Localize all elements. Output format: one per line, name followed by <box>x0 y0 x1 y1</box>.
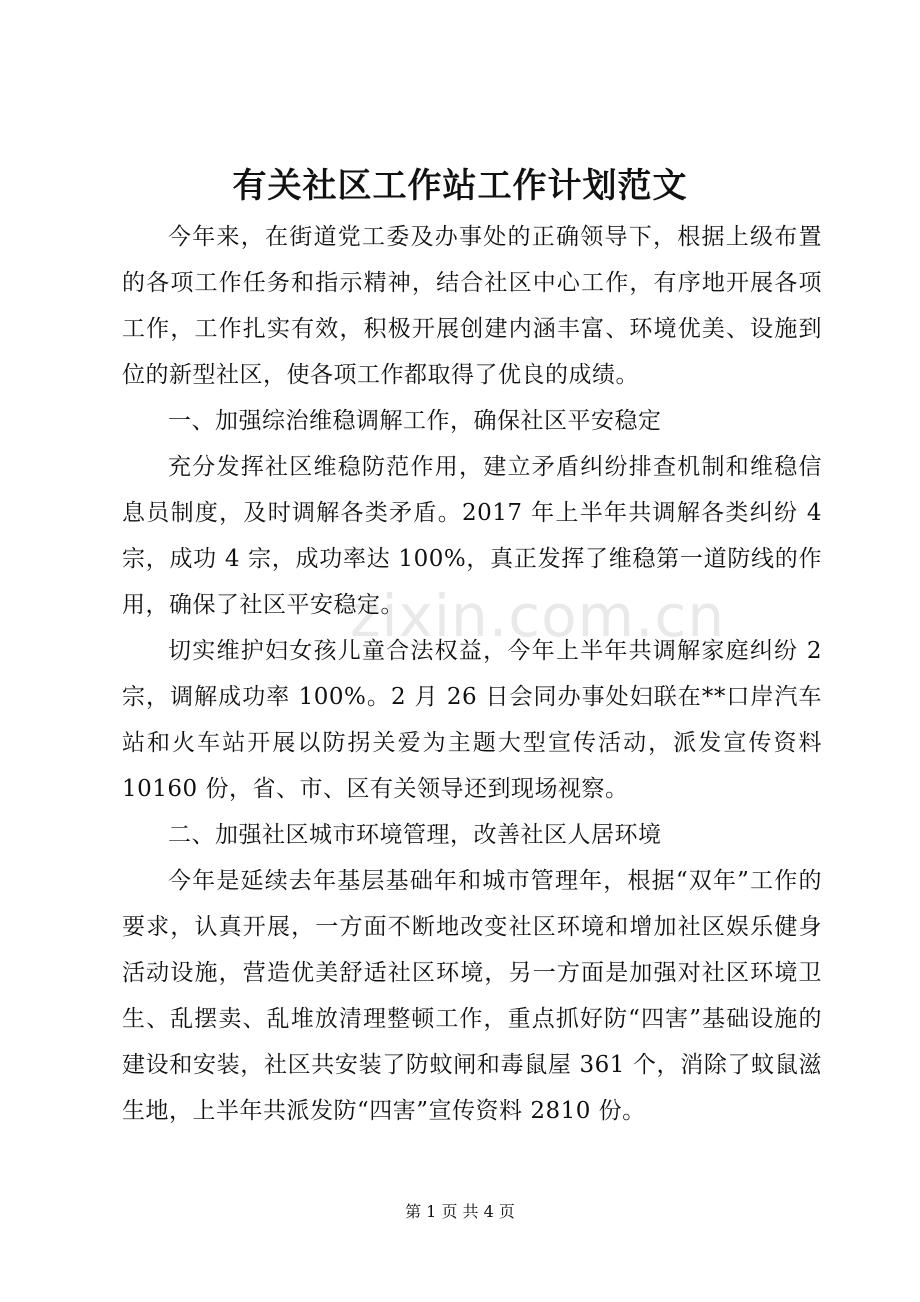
document-body <box>122 214 822 1134</box>
paragraph-environment: 今年是延续去年基层基础年和城市管理年，根据“双年”工作的要求，认真开展，一方面不断地改变社区环境和增加社区娱乐健身活动设施，营造优美舒适社区环境，另一方面是加强对社区环境卫生、乱摆卖、乱堆放清理整顿工作，重点抓好防“四害”基础设施的建设和安装，社区共安装了防蚊闸和毒鼠屋 361 个，消除了蚊鼠滋生地，上半年共派发防“四害”宣传资料 2810 份。 <box>122 868 822 1124</box>
section-heading-2: 二、加强社区城市环境管理，改善社区人居环境 <box>168 822 662 848</box>
watermark: zixin.com.cn <box>350 582 726 650</box>
paragraph-mediation: 充分发挥社区维稳防范作用，建立矛盾纠纷排查机制和维稳信息员制度，及时调解各类矛盾。2017 年上半年共调解各类纠纷 4 宗，成功 4 宗，成功率达 100%，真正发挥了维稳第一道防线的作用，确保了社区平安稳定。 <box>122 454 822 618</box>
page-footer: 第 1 页 共 4 页 <box>405 1202 515 1221</box>
paragraph-women-children: 切实维护妇女孩儿童合法权益，今年上半年共调解家庭纠纷 2 宗，调解成功率 100%。2 月 26 日会同办事处妇联在**口岸汽车站和火车站开展以防拐关爱为主题大型宣传活动，派发宣传资料 10160 份，省、市、区有关领导还到现场视察。 <box>122 638 822 802</box>
document-title: 有关社区工作站工作计划范文 <box>232 166 688 206</box>
paragraph-intro: 今年来，在街道党工委及办事处的正确领导下，根据上级布置的各项工作任务和指示精神，结合社区中心工作，有序地开展各项工作，工作扎实有效，积极开展创建内涵丰富、环境优美、设施到位的新型社区，使各项工作都取得了优良的成绩。 <box>122 224 822 388</box>
section-heading-1: 一、加强综治维稳调解工作，确保社区平安稳定 <box>168 408 662 434</box>
